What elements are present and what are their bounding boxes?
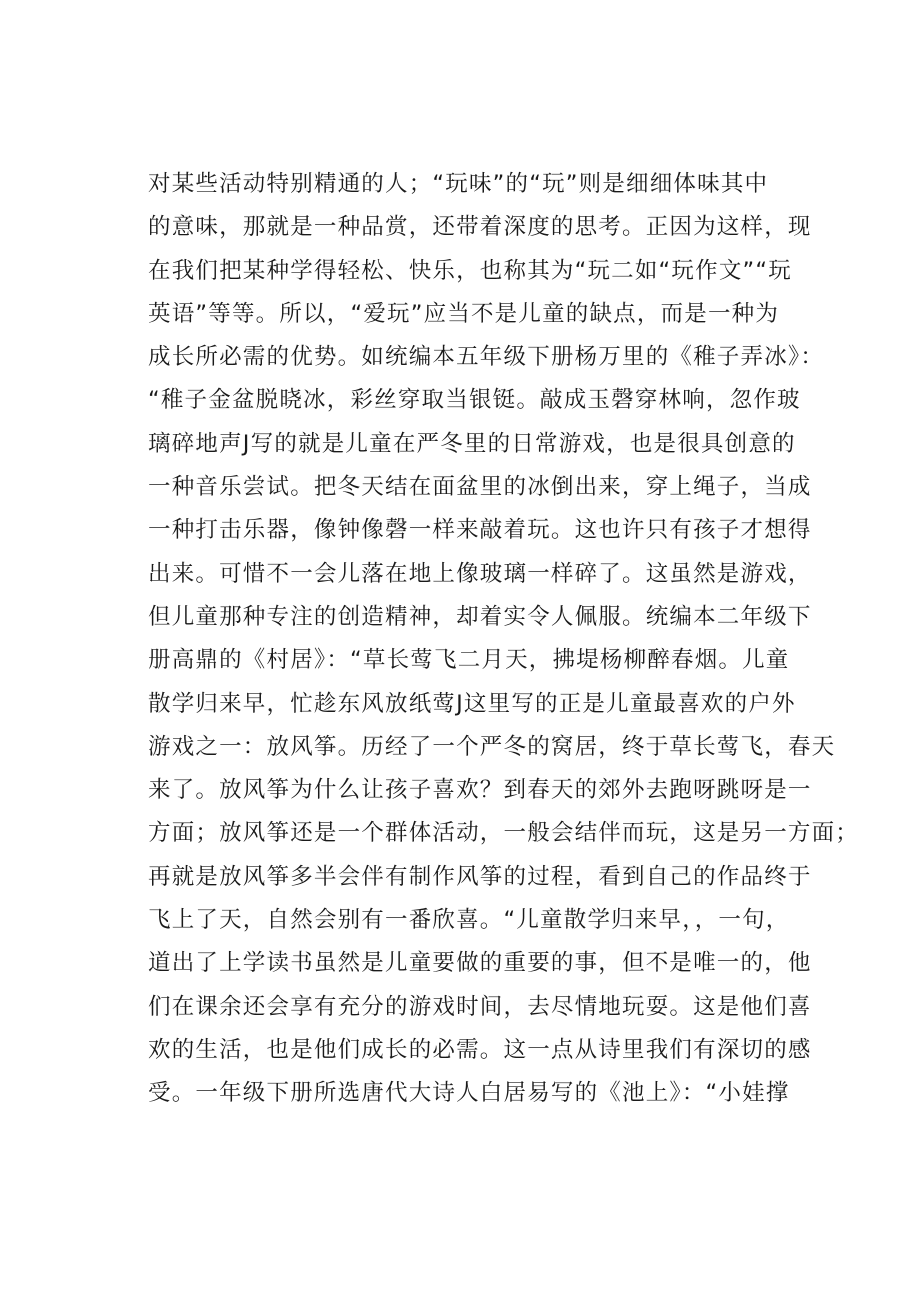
text-line: 们在课余还会享有充分的游戏时间，去尽情地玩耍。这是他们喜 xyxy=(148,993,812,1020)
text-line: 成长所必需的优势。如统编本五年级下册杨万里的《稚子弄冰》： xyxy=(148,344,825,371)
text-line: 一种打击乐器，像钟像磬一样来敲着玩。这也许只有孩子才想得 xyxy=(148,517,812,544)
text-line: 方面；放风筝还是一个群体活动，一般会结伴而玩，这是另一方面； xyxy=(148,820,860,847)
body-paragraph xyxy=(148,163,860,1116)
text-line: 在我们把某种学得轻松、快乐，也称其为“玩二如“玩作文”“玩 xyxy=(148,257,792,284)
text-line: “稚子金盆脱晓冰，彩丝穿取当银铤。敲成玉磬穿林响，忽作玻 xyxy=(148,387,801,414)
text-line: 道出了上学读书虽然是儿童要做的重要的事，但不是唯一的，他 xyxy=(148,950,812,977)
text-line: 英语”等等。所以，“爱玩”应当不是儿童的缺点，而是一种为 xyxy=(148,300,780,327)
text-line: 册高鼎的《村居》：“草长莺飞二月天，拂堤杨柳醉春烟。儿童 xyxy=(148,647,790,674)
text-line: 一种音乐尝试。把冬天结在面盆里的冰倒出来，穿上绳子，当成 xyxy=(148,474,812,501)
text-line: 受。一年级下册所选唐代大诗人白居易写的《池上》：“小娃撑 xyxy=(148,1080,790,1107)
text-line: 游戏之一：放风筝。历经了一个严冬的窝居，终于草长莺飞，春天 xyxy=(148,733,836,760)
text-line: 来了。放风筝为什么让孩子喜欢？到春天的郊外去跑呀跳呀是一 xyxy=(148,777,812,804)
text-line: 璃碎地声J写的就是儿童在严冬里的日常游戏，也是很具创意的 xyxy=(148,430,796,457)
text-line: 飞上了天，自然会别有一番欣喜。“儿童散学归来早，，一句， xyxy=(148,907,790,934)
text-line: 出来。可惜不一会儿落在地上像玻璃一样碎了。这虽然是游戏， xyxy=(148,560,812,587)
text-line: 再就是放风筝多半会伴有制作风筝的过程，看到自己的作品终于 xyxy=(148,863,812,890)
text-line: 对某些活动特别精通的人；“玩味”的“玩”则是细细体味其中 xyxy=(148,171,769,197)
text-line: 但儿童那种专注的创造精神，却着实令人佩服。统编本二年级下 xyxy=(148,603,812,630)
text-line: 欢的生活，也是他们成长的必需。这一点从诗里我们有深切的感 xyxy=(148,1036,812,1063)
text-line: 散学归来早，忙趁东风放纸莺J这里写的正是儿童最喜欢的户外 xyxy=(148,690,796,717)
text-line: 的意味，那就是一种品赏，还带着深度的思考。正因为这样，现 xyxy=(148,214,812,241)
